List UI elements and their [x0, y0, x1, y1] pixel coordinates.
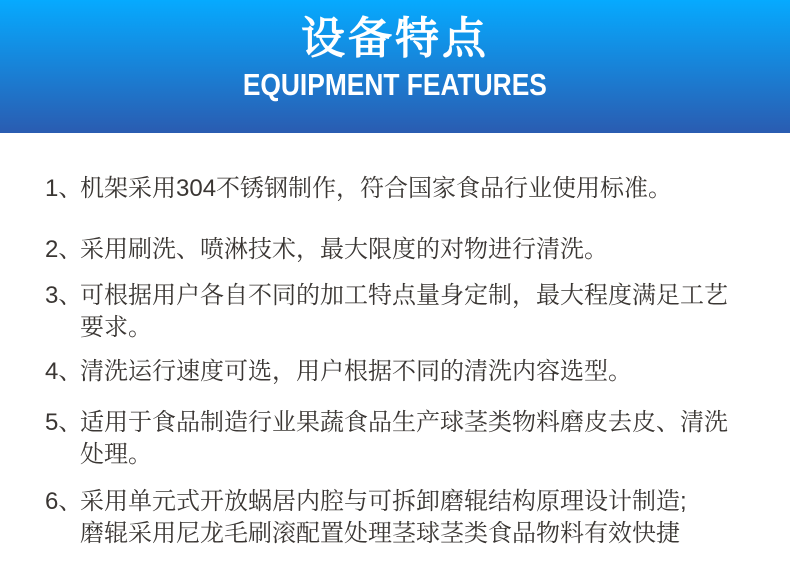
feature-item-text — [80, 407, 755, 471]
feature-item-number: 1、 — [45, 175, 83, 202]
feature-item-line: 机架采用304不锈钢制作，符合国家食品行业使用标准。 — [80, 175, 673, 202]
page-title: 设备特点 — [301, 14, 489, 63]
feature-item-5 — [45, 407, 755, 471]
feature-item-number: 6、 — [45, 488, 83, 515]
feature-item-line: 采用单元式开放蜗居内腔与可拆卸磨辊结构原理设计制造; — [80, 488, 687, 515]
feature-item-number: 4、 — [45, 358, 83, 385]
feature-item-text — [80, 173, 755, 205]
feature-item-number: 2、 — [45, 236, 83, 263]
feature-item-line: 适用于食品制造行业果蔬食品生产球茎类物料磨皮去皮、清洗 — [80, 409, 728, 436]
feature-item-text — [80, 234, 755, 266]
feature-item-number: 3、 — [45, 282, 83, 309]
feature-list — [0, 133, 790, 550]
feature-item-text — [80, 356, 755, 388]
feature-item-1 — [45, 173, 755, 205]
feature-item-line: 处理。 — [80, 441, 152, 468]
feature-item-line: 磨辊采用尼龙毛刷滚配置处理茎球茎类食品物料有效快捷 — [80, 520, 680, 547]
feature-item-number: 5、 — [45, 409, 83, 436]
header-banner — [0, 0, 790, 133]
feature-item-6 — [45, 486, 755, 550]
page-subtitle-wrap — [0, 67, 790, 103]
feature-item-text — [80, 280, 755, 344]
feature-item-line: 采用刷洗、喷淋技术，最大限度的对物进行清洗。 — [80, 236, 608, 263]
feature-item-line: 清洗运行速度可选，用户根据不同的清洗内容选型。 — [80, 358, 632, 385]
feature-item-line: 要求。 — [80, 314, 152, 341]
feature-item-4 — [45, 356, 755, 388]
feature-item-line: 可根据用户各自不同的加工特点量身定制，最大程度满足工艺 — [80, 282, 728, 309]
feature-item-text — [80, 486, 755, 550]
feature-item-2 — [45, 234, 755, 266]
page-subtitle: EQUIPMENT FEATURES — [242, 67, 548, 102]
feature-item-3 — [45, 280, 755, 344]
